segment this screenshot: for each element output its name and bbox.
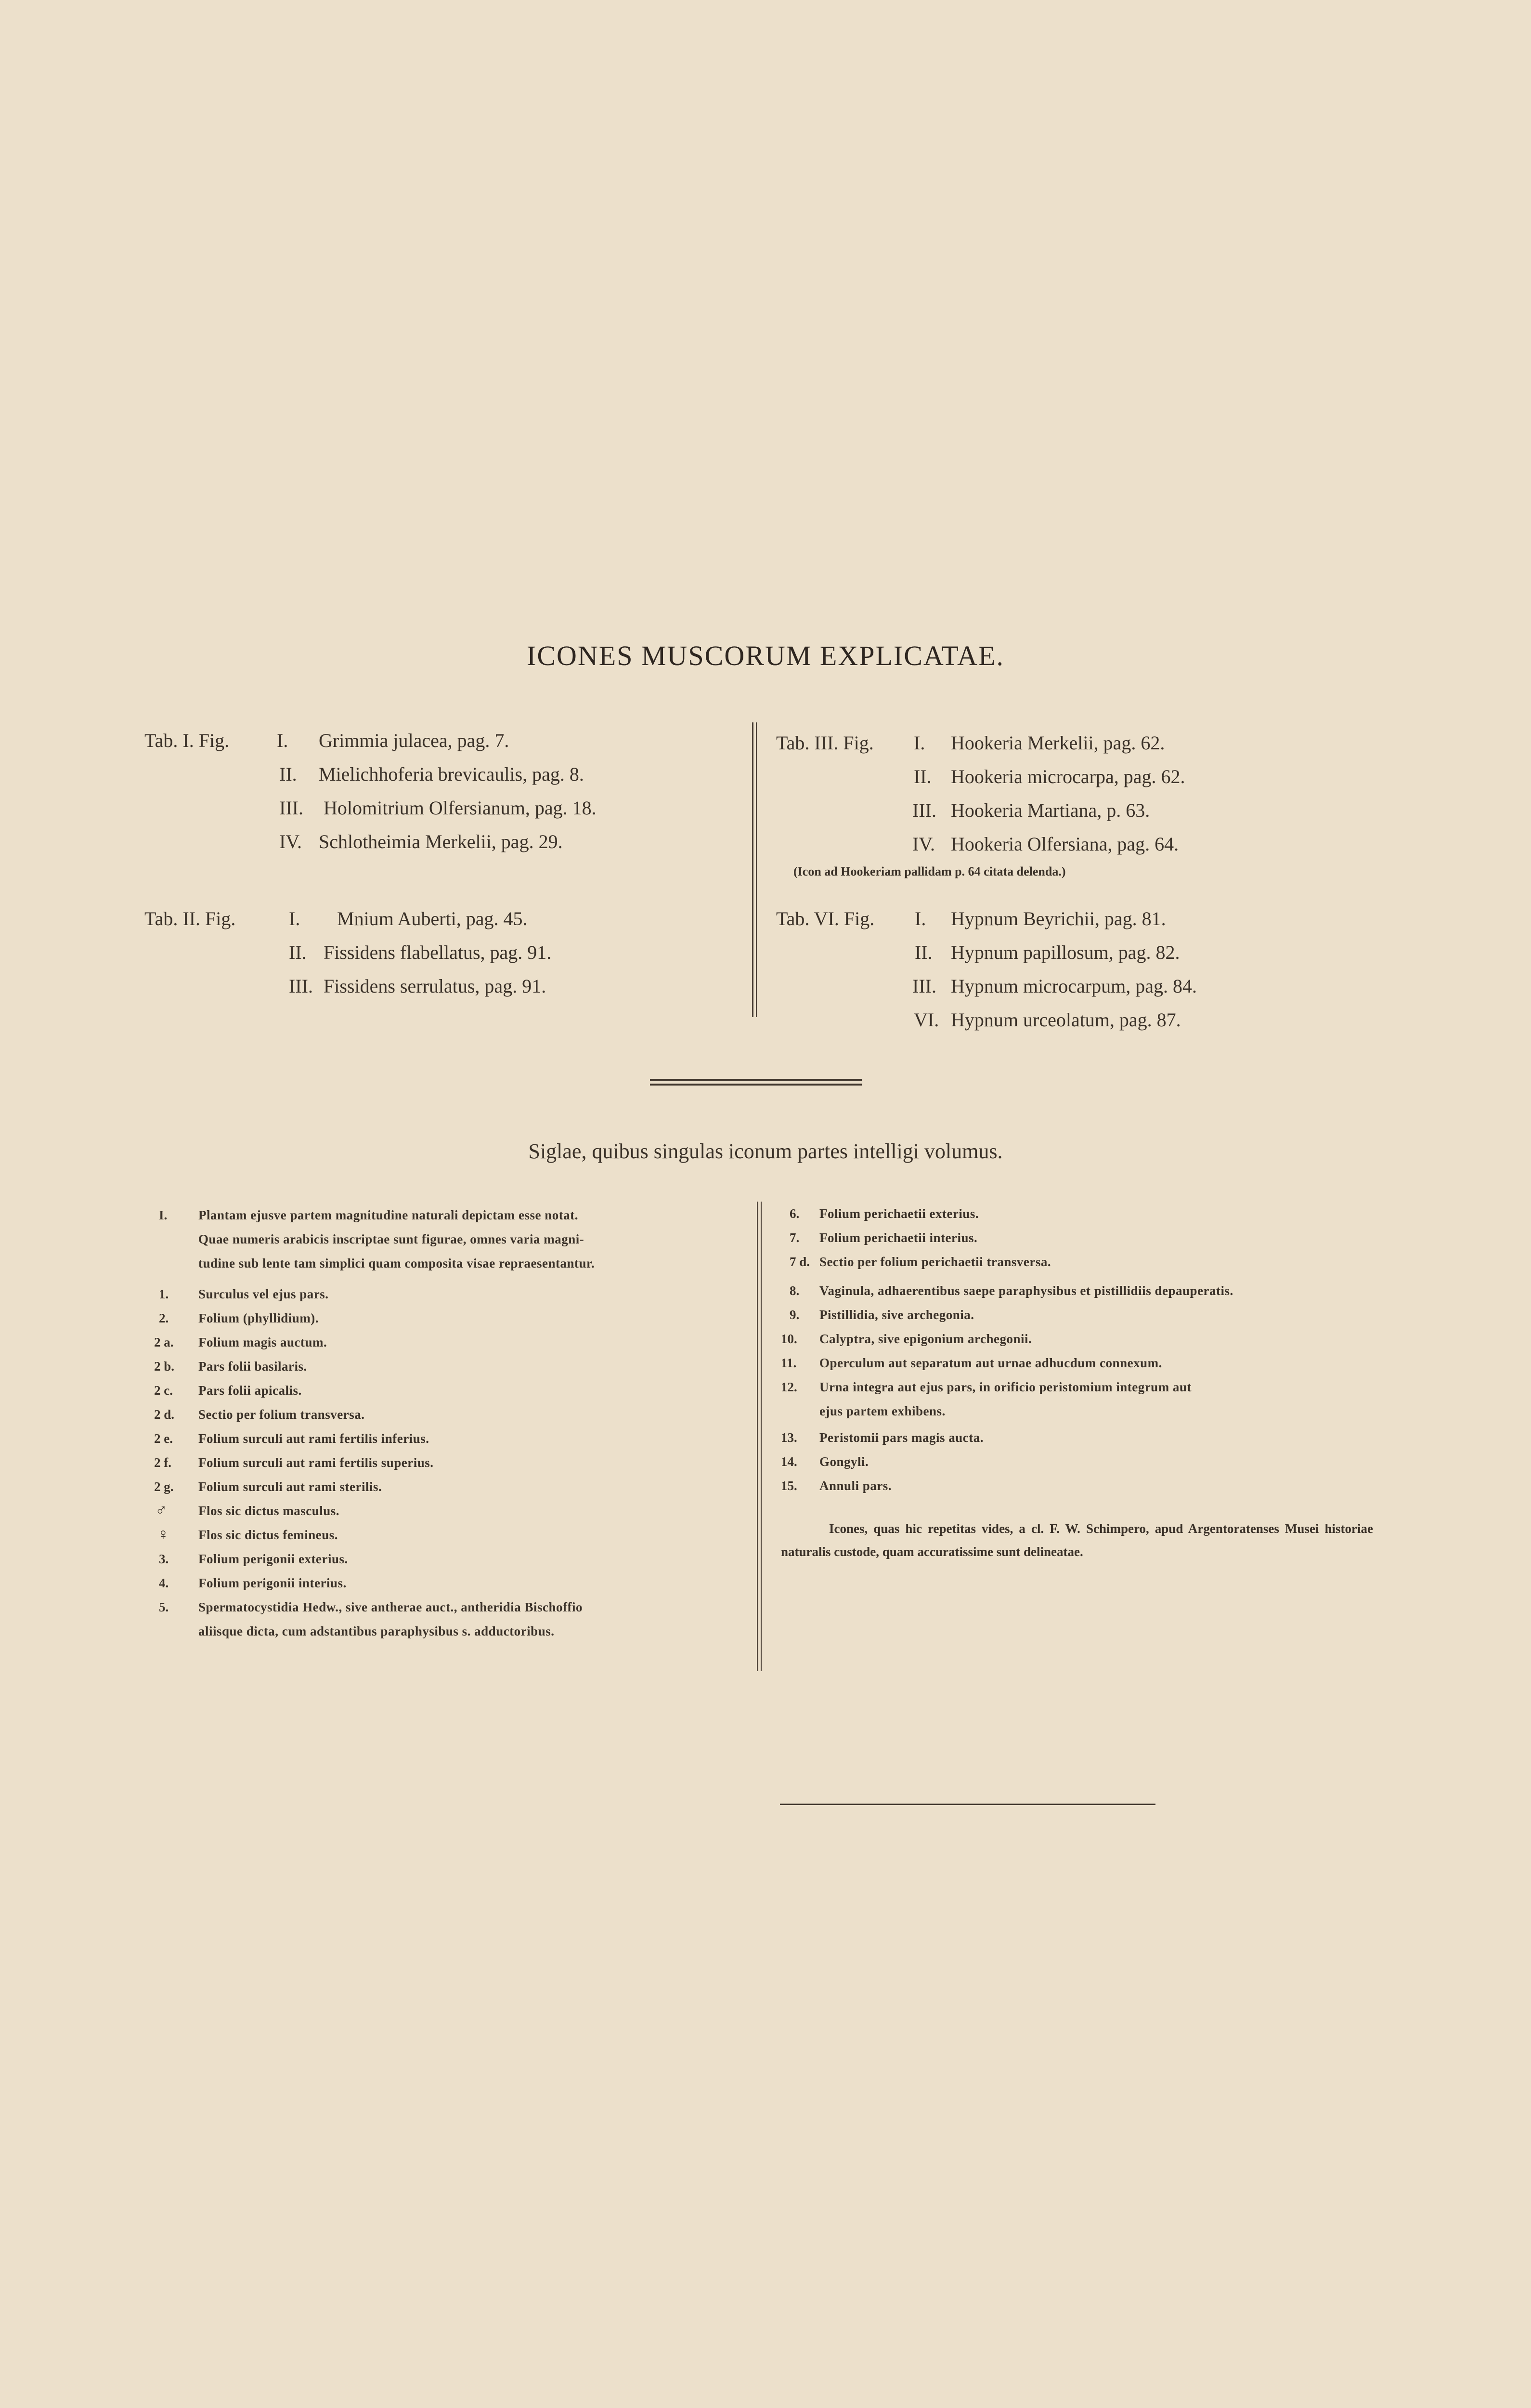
table-4-fig-4-num: VI.	[914, 1009, 939, 1031]
table-3-fig-3-num: III.	[912, 799, 936, 821]
sigla-text: Surculus vel ejus pars.	[198, 1287, 329, 1301]
table-1-fig-2-text: Mielichhoferia brevicaulis, pag. 8.	[319, 763, 584, 785]
sigla-num: 9.	[790, 1308, 800, 1322]
sigla-num: I.	[159, 1208, 168, 1222]
sigla-num: 15.	[781, 1479, 797, 1493]
sigla-text: aliisque dicta, cum adstantibus paraphysibus s. adductoribus.	[198, 1624, 555, 1638]
sigla-num: 2 g.	[154, 1479, 174, 1494]
table-1-fig-3-num: III.	[279, 797, 303, 819]
table-4-fig-2-text: Hypnum papillosum, pag. 82.	[951, 942, 1180, 963]
table-4-head: Tab. VI. Fig.	[776, 908, 875, 929]
column-divider-bottom	[757, 1202, 758, 1671]
table-1-fig-2-num: II.	[279, 763, 297, 785]
sigla-num: 2 c.	[154, 1383, 173, 1398]
sigla-text: Folium perigonii interius.	[198, 1576, 347, 1590]
table-4-fig-3-text: Hypnum microcarpum, pag. 84.	[951, 975, 1197, 997]
female-symbol-icon: ♀	[157, 1526, 169, 1544]
sigla-text: Vaginula, adhaerentibus saepe paraphysibus et pistillidiis depauperatis.	[819, 1283, 1233, 1298]
sigla-text: Folium surculi aut rami fertilis inferius.	[198, 1431, 429, 1446]
table-3-note: (Icon ad Hookeriam pallidam p. 64 citata delenda.)	[793, 864, 1066, 878]
sigla-text: Pars folii apicalis.	[198, 1383, 302, 1398]
table-2-fig-1-text: Mnium Auberti, pag. 45.	[337, 908, 528, 929]
sigla-num: 6.	[790, 1206, 800, 1221]
sigla-text: Annuli pars.	[819, 1479, 892, 1493]
sigla-num: 2 e.	[154, 1431, 173, 1446]
sigla-num: 2 f.	[154, 1455, 171, 1470]
table-2-fig-2-num: II.	[289, 942, 307, 963]
sigla-text: ejus partem exhibens.	[819, 1404, 946, 1418]
table-2-fig-2-text: Fissidens flabellatus, pag. 91.	[324, 942, 552, 963]
sigla-num: 4.	[159, 1576, 169, 1590]
sigla-num: 2 b.	[154, 1359, 175, 1374]
sigla-text: Pistillidia, sive archegonia.	[819, 1308, 974, 1322]
double-rule	[650, 1079, 862, 1086]
table-3-fig-2-num: II.	[914, 766, 932, 787]
sigla-num: 2 d.	[154, 1407, 175, 1422]
table-2-fig-1-num: I.	[289, 908, 300, 929]
table-1-fig-1-num: I.	[277, 730, 288, 751]
sigla-text: Sectio per folium perichaetii transversa.	[819, 1255, 1051, 1269]
table-4-fig-2-num: II.	[915, 942, 933, 963]
table-3-fig-1-num: I.	[914, 732, 925, 754]
sigla-text: Urna integra aut ejus pars, in orificio peristomium integrum aut	[819, 1380, 1192, 1394]
sigla-text: Spermatocystidia Hedw., sive antherae auct., antheridia Bischoffio	[198, 1600, 583, 1614]
sigla-text: Operculum aut separatum aut urnae adhucdum connexum.	[819, 1356, 1162, 1370]
table-2-fig-3-num: III.	[289, 975, 313, 997]
table-1-fig-4-num: IV.	[279, 831, 302, 852]
table-1-head: Tab. I. Fig.	[144, 730, 230, 751]
table-4-fig-4-text: Hypnum urceolatum, pag. 87.	[951, 1009, 1181, 1031]
sigla-num: 5.	[159, 1600, 169, 1614]
table-3-fig-2-text: Hookeria microcarpa, pag. 62.	[951, 766, 1185, 787]
table-3-fig-4-text: Hookeria Olfersiana, pag. 64.	[951, 833, 1179, 855]
column-divider-top-inner	[756, 722, 757, 1017]
table-1-fig-1-text: Grimmia julacea, pag. 7.	[319, 730, 509, 751]
table-1-fig-4-text: Schlotheimia Merkelii, pag. 29.	[319, 831, 563, 852]
sigla-text: Flos sic dictus masculus.	[198, 1504, 340, 1518]
column-divider-top	[752, 722, 753, 1017]
sigla-text: Folium perigonii exterius.	[198, 1552, 348, 1566]
table-3-fig-3-text: Hookeria Martiana, p. 63.	[951, 799, 1150, 821]
table-2-head: Tab. II. Fig.	[144, 908, 236, 929]
sigla-num: 12.	[781, 1380, 797, 1394]
sigla-num: 10.	[781, 1332, 797, 1346]
sigla-num: 7.	[790, 1230, 800, 1245]
table-4-fig-1-num: I.	[915, 908, 926, 929]
sigla-num: 7 d.	[790, 1255, 810, 1269]
closing-note: Icones, quas hic repetitas vides, a cl. F. W. Schimpero, apud Argentoratenses Musei historiae naturalis custode, quam accuratissime sunt delineatae.	[781, 1521, 1373, 1559]
table-3-fig-1-text: Hookeria Merkelii, pag. 62.	[951, 732, 1165, 754]
sigla-text: Pars folii basilaris.	[198, 1359, 307, 1374]
sigla-text: Folium perichaetii exterius.	[819, 1206, 979, 1221]
sigla-text: Folium surculi aut rami fertilis superius.	[198, 1455, 434, 1470]
sigla-text: Gongyli.	[819, 1454, 869, 1469]
sigla-num: 13.	[781, 1430, 797, 1445]
sigla-text: Folium perichaetii interius.	[819, 1230, 978, 1245]
table-4-fig-1-text: Hypnum Beyrichii, pag. 81.	[951, 908, 1166, 929]
sigla-num: 3.	[159, 1552, 169, 1566]
sigla-text: Sectio per folium transversa.	[198, 1407, 365, 1422]
sigla-num: 2 a.	[154, 1335, 174, 1349]
sigla-num: 11.	[781, 1356, 797, 1370]
sigla-text: Calyptra, sive epigonium archegonii.	[819, 1332, 1032, 1346]
male-symbol-icon: ♂	[155, 1502, 168, 1519]
sigla-num: 14.	[781, 1454, 797, 1469]
sigla-text: Plantam ejusve partem magnitudine naturali depictam esse notat.	[198, 1208, 578, 1222]
siglae-heading: Siglae, quibus singulas iconum partes intelligi volumus.	[528, 1139, 1003, 1163]
table-2-fig-3-text: Fissidens serrulatus, pag. 91.	[324, 975, 546, 997]
sigla-text: Peristomii pars magis aucta.	[819, 1430, 984, 1445]
footer-rule	[780, 1804, 1155, 1805]
sigla-text: Folium (phyllidium).	[198, 1311, 319, 1325]
table-3-fig-4-num: IV.	[912, 833, 935, 855]
page-title: ICONES MUSCORUM EXPLICATAE.	[527, 640, 1004, 671]
column-divider-bottom-inner	[761, 1202, 762, 1671]
sigla-text: Quae numeris arabicis inscriptae sunt figurae, omnes varia magni-	[198, 1232, 584, 1246]
sigla-num: 8.	[790, 1283, 800, 1298]
sigla-num: 1.	[159, 1287, 169, 1301]
sigla-text: Folium magis auctum.	[198, 1335, 327, 1349]
table-3-head: Tab. III. Fig.	[776, 732, 874, 754]
table-1-fig-3-text: Holomitrium Olfersianum, pag. 18.	[324, 797, 597, 819]
sigla-num: 2.	[159, 1311, 169, 1325]
table-4-fig-3-num: III.	[912, 975, 936, 997]
sigla-text: Folium surculi aut rami sterilis.	[198, 1479, 382, 1494]
sigla-text: tudine sub lente tam simplici quam composita visae repraesentantur.	[198, 1256, 595, 1270]
sigla-text: Flos sic dictus femineus.	[198, 1528, 338, 1542]
